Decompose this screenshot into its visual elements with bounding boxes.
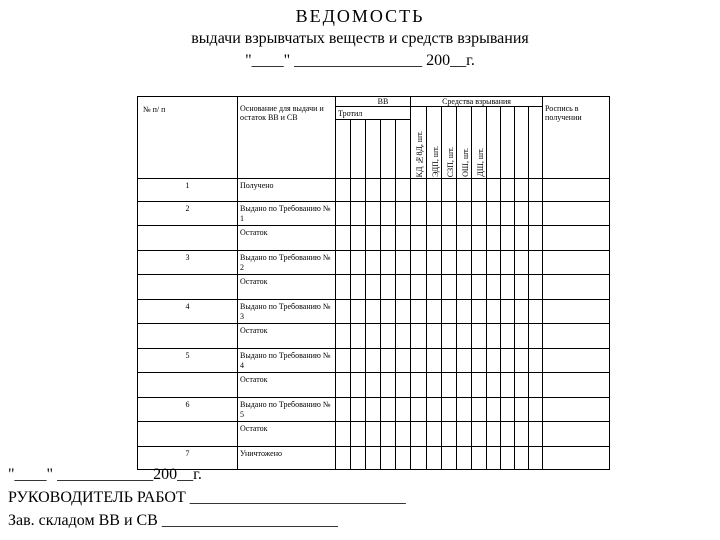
- quantity-cell: [351, 324, 366, 349]
- quantity-cell: [515, 226, 529, 251]
- quantity-cell: [427, 275, 442, 300]
- quantity-cell: [515, 349, 529, 373]
- header-trotyl: Тротил: [336, 107, 411, 120]
- quantity-cell: [487, 422, 501, 447]
- document-title: ВЕДОМОСТЬ: [295, 6, 425, 26]
- footer-storekeeper: Зав. складом ВВ и СВ ______________________: [8, 512, 338, 529]
- quantity-cell: [442, 226, 457, 251]
- quantity-cell: [351, 251, 366, 275]
- row-number: [138, 275, 238, 300]
- quantity-cell: [457, 179, 472, 202]
- quantity-cell: [442, 300, 457, 324]
- quantity-cell: [366, 447, 381, 470]
- quantity-cell: [366, 324, 381, 349]
- quantity-cell: [411, 324, 427, 349]
- quantity-cell: [351, 179, 366, 202]
- header-sv-spare: [515, 107, 529, 179]
- quantity-cell: [411, 275, 427, 300]
- quantity-cell: [351, 398, 366, 422]
- header-sv-label: СЗП, шт.: [445, 146, 455, 177]
- quantity-cell: [336, 324, 351, 349]
- quantity-cell: [442, 179, 457, 202]
- quantity-cell: [457, 226, 472, 251]
- quantity-cell: [457, 275, 472, 300]
- quantity-cell: [411, 398, 427, 422]
- quantity-cell: [457, 398, 472, 422]
- quantity-cell: [529, 398, 543, 422]
- quantity-cell: [515, 422, 529, 447]
- quantity-cell: [396, 324, 411, 349]
- quantity-cell: [487, 373, 501, 398]
- signature-cell: [543, 300, 610, 324]
- quantity-cell: [442, 251, 457, 275]
- issue-ledger-table: [137, 96, 610, 470]
- quantity-cell: [487, 202, 501, 226]
- quantity-cell: [472, 300, 487, 324]
- quantity-cell: [366, 251, 381, 275]
- quantity-cell: [351, 349, 366, 373]
- quantity-cell: [366, 179, 381, 202]
- quantity-cell: [427, 202, 442, 226]
- table-row: [138, 202, 610, 226]
- quantity-cell: [427, 300, 442, 324]
- quantity-cell: [396, 349, 411, 373]
- row-number: 4: [138, 300, 238, 324]
- quantity-cell: [366, 398, 381, 422]
- quantity-cell: [487, 324, 501, 349]
- quantity-cell: [427, 398, 442, 422]
- quantity-cell: [336, 398, 351, 422]
- row-number: [138, 324, 238, 349]
- row-label: Выдано по Требованию № 5: [238, 398, 336, 422]
- quantity-cell: [457, 373, 472, 398]
- row-label: Остаток: [238, 324, 336, 349]
- quantity-cell: [336, 373, 351, 398]
- row-label: Получено: [238, 179, 336, 202]
- quantity-cell: [336, 300, 351, 324]
- table-row: [138, 349, 610, 373]
- header-sv-col-2: [427, 107, 442, 179]
- quantity-cell: [381, 422, 396, 447]
- header-sv-col-1: [411, 107, 427, 179]
- table-row: [138, 251, 610, 275]
- signature-cell: [543, 422, 610, 447]
- quantity-cell: [396, 275, 411, 300]
- quantity-cell: [366, 373, 381, 398]
- header-blasting-means: Средства взрывания: [411, 97, 543, 107]
- quantity-cell: [396, 226, 411, 251]
- quantity-cell: [396, 422, 411, 447]
- signature-cell: [543, 373, 610, 398]
- signature-cell: [543, 398, 610, 422]
- row-number: 5: [138, 349, 238, 373]
- row-label: Выдано по Требованию № 1: [238, 202, 336, 226]
- header-vv-spare: [351, 120, 366, 179]
- row-number: 1: [138, 179, 238, 202]
- quantity-cell: [487, 179, 501, 202]
- quantity-cell: [487, 226, 501, 251]
- quantity-cell: [529, 179, 543, 202]
- quantity-cell: [442, 373, 457, 398]
- quantity-cell: [351, 275, 366, 300]
- header-sv-spare: [501, 107, 515, 179]
- quantity-cell: [472, 398, 487, 422]
- quantity-cell: [396, 300, 411, 324]
- quantity-cell: [442, 422, 457, 447]
- signature-cell: [543, 179, 610, 202]
- quantity-cell: [487, 275, 501, 300]
- quantity-cell: [472, 447, 487, 470]
- quantity-cell: [442, 275, 457, 300]
- quantity-cell: [381, 447, 396, 470]
- header-sv-label: ЭДП, шт.: [430, 146, 440, 177]
- quantity-cell: [529, 447, 543, 470]
- quantity-cell: [529, 324, 543, 349]
- quantity-cell: [351, 447, 366, 470]
- signature-cell: [543, 251, 610, 275]
- quantity-cell: [487, 300, 501, 324]
- row-label: Уничтожено: [238, 447, 336, 470]
- quantity-cell: [442, 349, 457, 373]
- row-label: Остаток: [238, 373, 336, 398]
- quantity-cell: [515, 275, 529, 300]
- quantity-cell: [501, 275, 515, 300]
- quantity-cell: [427, 179, 442, 202]
- quantity-cell: [411, 179, 427, 202]
- quantity-cell: [411, 300, 427, 324]
- quantity-cell: [381, 398, 396, 422]
- quantity-cell: [366, 349, 381, 373]
- row-label: Выдано по Требованию № 2: [238, 251, 336, 275]
- row-number: [138, 373, 238, 398]
- quantity-cell: [427, 447, 442, 470]
- table-row: [138, 398, 610, 422]
- row-number: 3: [138, 251, 238, 275]
- quantity-cell: [515, 398, 529, 422]
- quantity-cell: [381, 349, 396, 373]
- header-sv-label: ДШ, шт.: [475, 148, 485, 177]
- quantity-cell: [529, 251, 543, 275]
- quantity-cell: [457, 251, 472, 275]
- quantity-cell: [501, 398, 515, 422]
- table-row: [138, 373, 610, 398]
- quantity-cell: [487, 398, 501, 422]
- quantity-cell: [472, 251, 487, 275]
- quantity-cell: [351, 300, 366, 324]
- signature-cell: [543, 202, 610, 226]
- quantity-cell: [411, 226, 427, 251]
- row-number: [138, 226, 238, 251]
- row-number: 2: [138, 202, 238, 226]
- quantity-cell: [411, 251, 427, 275]
- header-basis: Основание для выдачи и остаток ВВ и СВ: [238, 97, 336, 179]
- row-number: [138, 422, 238, 447]
- quantity-cell: [472, 226, 487, 251]
- quantity-cell: [411, 349, 427, 373]
- quantity-cell: [515, 179, 529, 202]
- quantity-cell: [457, 349, 472, 373]
- quantity-cell: [336, 251, 351, 275]
- quantity-cell: [501, 226, 515, 251]
- quantity-cell: [501, 300, 515, 324]
- quantity-cell: [529, 275, 543, 300]
- quantity-cell: [427, 422, 442, 447]
- quantity-cell: [529, 422, 543, 447]
- quantity-cell: [529, 202, 543, 226]
- quantity-cell: [515, 202, 529, 226]
- quantity-cell: [529, 373, 543, 398]
- quantity-cell: [472, 373, 487, 398]
- header-vv-spare: [366, 120, 381, 179]
- quantity-cell: [396, 251, 411, 275]
- signature-cell: [543, 275, 610, 300]
- quantity-cell: [411, 447, 427, 470]
- quantity-cell: [501, 202, 515, 226]
- quantity-cell: [501, 349, 515, 373]
- quantity-cell: [501, 179, 515, 202]
- quantity-cell: [336, 202, 351, 226]
- signature-cell: [543, 324, 610, 349]
- quantity-cell: [487, 447, 501, 470]
- quantity-cell: [501, 422, 515, 447]
- quantity-cell: [411, 422, 427, 447]
- table-row: [138, 300, 610, 324]
- quantity-cell: [381, 226, 396, 251]
- footer-manager: РУКОВОДИТЕЛЬ РАБОТ ___________________________: [8, 489, 406, 506]
- header-vv-spare: [381, 120, 396, 179]
- quantity-cell: [381, 324, 396, 349]
- quantity-cell: [427, 324, 442, 349]
- row-number: 6: [138, 398, 238, 422]
- quantity-cell: [515, 373, 529, 398]
- header-sv-label: КД №8Д, шт.: [415, 130, 425, 177]
- quantity-cell: [351, 422, 366, 447]
- header-sv-spare: [529, 107, 543, 179]
- row-label: Остаток: [238, 226, 336, 251]
- quantity-cell: [427, 373, 442, 398]
- signature-cell: [543, 447, 610, 470]
- quantity-cell: [396, 373, 411, 398]
- row-number: 7: [138, 447, 238, 470]
- quantity-cell: [472, 422, 487, 447]
- row-label: Выдано по Требованию № 3: [238, 300, 336, 324]
- quantity-cell: [529, 300, 543, 324]
- quantity-cell: [396, 398, 411, 422]
- quantity-cell: [472, 324, 487, 349]
- quantity-cell: [381, 251, 396, 275]
- table-row: [138, 422, 610, 447]
- quantity-cell: [515, 251, 529, 275]
- signature-cell: [543, 349, 610, 373]
- quantity-cell: [366, 300, 381, 324]
- quantity-cell: [381, 373, 396, 398]
- header-sv-spare: [487, 107, 501, 179]
- quantity-cell: [396, 202, 411, 226]
- quantity-cell: [427, 251, 442, 275]
- quantity-cell: [411, 202, 427, 226]
- header-sv-col-3: [442, 107, 457, 179]
- quantity-cell: [515, 324, 529, 349]
- table-row: [138, 324, 610, 349]
- quantity-cell: [457, 202, 472, 226]
- quantity-cell: [336, 275, 351, 300]
- header-sv-label: ОШ, шт.: [460, 148, 470, 177]
- quantity-cell: [457, 324, 472, 349]
- quantity-cell: [501, 251, 515, 275]
- row-label: Остаток: [238, 422, 336, 447]
- quantity-cell: [515, 300, 529, 324]
- quantity-cell: [457, 447, 472, 470]
- quantity-cell: [472, 349, 487, 373]
- quantity-cell: [457, 300, 472, 324]
- quantity-cell: [351, 226, 366, 251]
- quantity-cell: [457, 422, 472, 447]
- quantity-cell: [336, 349, 351, 373]
- quantity-cell: [501, 373, 515, 398]
- date-line: "____" ________________ 200__г.: [245, 52, 475, 69]
- header-vv-spare: [396, 120, 411, 179]
- quantity-cell: [411, 373, 427, 398]
- quantity-cell: [529, 349, 543, 373]
- quantity-cell: [366, 226, 381, 251]
- quantity-cell: [472, 202, 487, 226]
- quantity-cell: [515, 447, 529, 470]
- quantity-cell: [487, 349, 501, 373]
- quantity-cell: [501, 324, 515, 349]
- table-row: [138, 275, 610, 300]
- quantity-cell: [381, 275, 396, 300]
- quantity-cell: [381, 202, 396, 226]
- quantity-cell: [381, 179, 396, 202]
- quantity-cell: [442, 447, 457, 470]
- table-row: [138, 179, 610, 202]
- quantity-cell: [529, 226, 543, 251]
- quantity-cell: [396, 447, 411, 470]
- quantity-cell: [336, 179, 351, 202]
- row-label: Выдано по Требованию № 4: [238, 349, 336, 373]
- quantity-cell: [366, 422, 381, 447]
- quantity-cell: [472, 179, 487, 202]
- quantity-cell: [366, 202, 381, 226]
- header-row-number: № п/ п: [138, 97, 238, 179]
- quantity-cell: [472, 275, 487, 300]
- table-row: [138, 226, 610, 251]
- quantity-cell: [427, 349, 442, 373]
- quantity-cell: [336, 447, 351, 470]
- quantity-cell: [396, 179, 411, 202]
- quantity-cell: [351, 202, 366, 226]
- quantity-cell: [366, 275, 381, 300]
- quantity-cell: [336, 422, 351, 447]
- footer-date: "____" ____________200__г.: [8, 466, 202, 483]
- header-vv-spare: [336, 120, 351, 179]
- header-sv-col-5: [472, 107, 487, 179]
- quantity-cell: [336, 226, 351, 251]
- quantity-cell: [501, 447, 515, 470]
- quantity-cell: [351, 373, 366, 398]
- header-vv: ВВ: [336, 97, 411, 107]
- row-label: Остаток: [238, 275, 336, 300]
- quantity-cell: [487, 251, 501, 275]
- quantity-cell: [427, 226, 442, 251]
- signature-cell: [543, 226, 610, 251]
- header-signature: Роспись в получении: [543, 97, 610, 179]
- quantity-cell: [442, 324, 457, 349]
- quantity-cell: [442, 398, 457, 422]
- quantity-cell: [442, 202, 457, 226]
- quantity-cell: [381, 300, 396, 324]
- document-subtitle: выдачи взрывчатых веществ и средств взрывания: [191, 30, 529, 47]
- table-row: [138, 447, 610, 470]
- header-sv-col-4: [457, 107, 472, 179]
